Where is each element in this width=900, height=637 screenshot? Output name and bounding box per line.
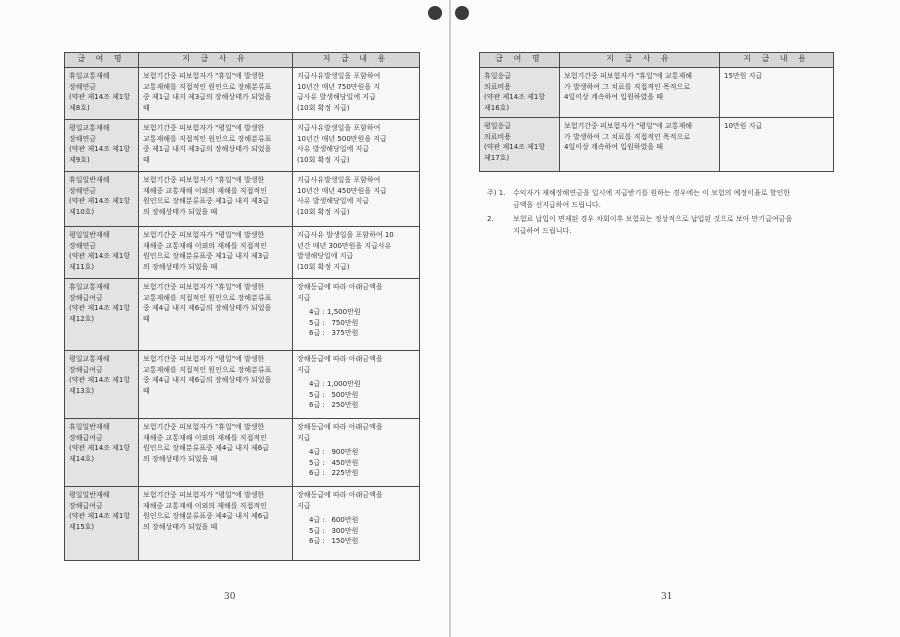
- table-row: [65, 227, 420, 279]
- table-row: [65, 172, 420, 227]
- benefit-name-line: (약관 제14조 제1항: [69, 145, 131, 153]
- benefit-name-cell: [480, 68, 560, 118]
- benefit-name-line: 휴일응급: [484, 72, 512, 80]
- grade-amount-line: 4급 : 900만원: [309, 448, 359, 456]
- header-reason: 지 급 사 유: [560, 53, 720, 68]
- benefit-name-line: 제9호): [69, 155, 90, 164]
- footnote-item: [487, 187, 837, 211]
- benefit-name-cell: [65, 227, 139, 279]
- payment-reason-line: 원인으로 장해분류표중 제1급 내지 제3급: [143, 197, 269, 205]
- benefit-name-cell: [65, 120, 139, 172]
- payment-reason-line: 보험기간중 피보험자가 "휴일"에 발생한: [143, 72, 265, 80]
- benefit-name-line: 장해연금: [69, 241, 97, 250]
- payment-reason-line: 재해중 교통재해 이외의 재해를 직접적인: [143, 186, 267, 195]
- grade-amount-line: 5급 : 450만원: [309, 458, 359, 467]
- grade-amount-line: 5급 : 500만원: [309, 390, 359, 399]
- benefit-name-line: 휴일일반재해: [69, 423, 110, 431]
- payment-reason-line: 보험기간중 피보험자가 "휴일"에 발생한: [143, 423, 265, 431]
- benefit-name-line: 휴일교통재해: [69, 72, 110, 80]
- payment-reason-cell: [139, 419, 293, 487]
- payment-amount-line: (10회 확정 지급): [297, 155, 350, 164]
- grade-amount-line: 6급 : 225만원: [309, 469, 359, 477]
- payment-reason-line: 원인으로 장해분류표중 제4급 내지 제6급: [143, 512, 269, 520]
- payment-reason-line: 원인으로 장해분류표중 제1급 내지 제3급: [143, 252, 269, 260]
- payment-reason-cell: [139, 227, 293, 279]
- payment-amount-cell: [293, 487, 420, 561]
- payment-reason-line: 보험기간중 피보험자가 "휴일"에 발생한: [143, 283, 265, 291]
- table-row: [65, 419, 420, 487]
- footnotes: [487, 187, 837, 239]
- table-row: [65, 68, 420, 120]
- footnote-item: [487, 213, 837, 237]
- payment-amount-line: 지급: [297, 293, 311, 302]
- benefit-name-line: (약관 제14조 제1항: [69, 376, 131, 384]
- payment-reason-cell: [139, 279, 293, 351]
- payment-reason-line: 보험기간중 피보험자가 "평일"에 발생한: [143, 491, 265, 499]
- grade-amount-line: 6급 : 250만원: [309, 401, 359, 409]
- payment-reason-line: 의 장해상태가 되었을 때: [143, 454, 218, 463]
- payment-reason-line: 의 장해상태가 되었을 때: [143, 262, 218, 271]
- grade-amount-line: 4급 : 1,500만원: [309, 308, 361, 316]
- benefit-name-cell: [65, 279, 139, 351]
- payment-reason-line: 보험기간중 피보험자가 "휴일"에 발생한: [143, 176, 265, 184]
- payment-reason-line: 중 제4급 내지 제6급의 장해상태가 되었을: [143, 376, 272, 384]
- benefit-table-right: [479, 52, 834, 172]
- payment-reason-cell: [139, 487, 293, 561]
- payment-reason-line: 보험기간중 피보험자가 "휴일"에 교통재해: [564, 72, 693, 80]
- payment-reason-line: 때: [143, 314, 150, 323]
- benefit-name-line: 평일응급: [484, 122, 512, 130]
- payment-reason-line: 중 제1급 내지 제3급의 장해상태가 되었을: [143, 145, 272, 153]
- table-row: [65, 279, 420, 351]
- benefit-name-line: 장해급여금: [69, 293, 103, 302]
- payment-amount-line: 10년간 매년 500만원을 지급: [297, 134, 387, 143]
- payment-amount-line: 지급사유발생일을 포함하여: [297, 176, 381, 184]
- payment-reason-line: 의 장해상태가 되었을 때: [143, 522, 218, 531]
- benefit-name-line: (약관 제14조 제1항: [69, 252, 131, 260]
- payment-reason-line: 때: [143, 103, 150, 112]
- benefit-name-line: 휴일일반재해: [69, 176, 110, 184]
- table-header-row: [65, 53, 420, 68]
- benefit-name-line: 장해연금: [69, 82, 97, 91]
- payment-amount-cell: [720, 68, 834, 118]
- table-header-row: [480, 53, 834, 68]
- payment-amount-line: 지급: [297, 501, 311, 510]
- payment-amount-line: 사유 발생해당일에 지급: [297, 197, 370, 205]
- payment-amount-line: 지급사유발생일을 포함하여: [297, 72, 381, 80]
- benefit-name-line: 장해연금: [69, 134, 97, 143]
- payment-reason-line: 보험기간중 피보험자가 "평일"에 발생한: [143, 231, 265, 239]
- table-row: [480, 118, 834, 172]
- benefit-name-line: (약관 제14조 제1항: [69, 197, 131, 205]
- payment-amount-cell: [720, 118, 834, 172]
- benefit-name-line: 제15호): [69, 522, 95, 531]
- benefit-name-line: 의료비용: [484, 132, 512, 141]
- benefit-name-line: 평일일반재해: [69, 491, 110, 499]
- payment-amount-line: 지급: [297, 433, 311, 442]
- benefit-name-line: (약관 제14조 제1항: [484, 93, 546, 101]
- header-type: 급 여 명: [480, 53, 560, 68]
- payment-amount-line: 지급사유발생일을 포함하여: [297, 124, 381, 132]
- benefit-name-line: (약관 제14조 제1항: [69, 304, 131, 312]
- table-row: [65, 487, 420, 561]
- payment-reason-line: 가 발생하여 그 치료를 직접적인 목적으로: [564, 82, 691, 91]
- payment-reason-line: 교통재해를 직접적인 원인으로 장해분류표: [143, 293, 272, 302]
- header-type: 급 여 명: [65, 53, 139, 68]
- benefit-name-line: 평일교통재해: [69, 355, 110, 363]
- payment-reason-line: 4일이상 계속하여 입원하였을 때: [564, 93, 664, 101]
- page-number: 31: [661, 592, 673, 602]
- payment-amount-line: (10회 확정 지급): [297, 262, 350, 271]
- payment-amount-cell: [293, 279, 420, 351]
- payment-reason-cell: [560, 118, 720, 172]
- payment-amount-line: 10년간 매년 450만원을 지급: [297, 186, 387, 195]
- footnote-text-line: 지급하여 드립니다.: [513, 227, 572, 235]
- benefit-name-line: 제12호): [69, 314, 95, 323]
- payment-amount-line: 장해등급에 따라 아래금액을: [297, 491, 383, 499]
- payment-amount-cell: [293, 68, 420, 120]
- benefit-name-line: 제11호): [69, 262, 95, 271]
- benefit-name-line: 제17호): [484, 153, 510, 162]
- footnote-marker: 2.: [487, 215, 494, 223]
- payment-reason-line: 보험기간중 피보험자가 "평일"에 교통재해: [564, 122, 693, 130]
- payment-reason-line: 보험기간중 피보험자가 "평일"에 발생한: [143, 124, 265, 132]
- payment-amount-line: 년간 매년 300만원을 지급사유: [297, 241, 392, 250]
- header-amount: 지 급 내 용: [293, 53, 420, 68]
- payment-amount-line: 사유 발생해당일에 지급: [297, 145, 370, 153]
- benefit-name-cell: [65, 419, 139, 487]
- payment-reason-line: 원인으로 장해분류표중 제4급 내지 제6급: [143, 444, 269, 452]
- payment-reason-line: 재해중 교통재해 이외의 재해를 직접적인: [143, 241, 267, 250]
- grade-amount-line: 6급 : 375만원: [309, 329, 359, 337]
- benefit-name-line: 휴일교통재해: [69, 283, 110, 291]
- benefit-name-cell: [65, 172, 139, 227]
- benefit-name-cell: [65, 351, 139, 419]
- payment-amount-line: 15만원 지급: [724, 72, 763, 80]
- payment-reason-line: 중 제4급 내지 제6급의 장해상태가 되었을: [143, 304, 272, 312]
- benefit-name-line: (약관 제14조 제1항: [69, 444, 131, 452]
- benefit-name-line: 제13호): [69, 386, 95, 395]
- payment-reason-line: 보험기간중 피보험자가 "평일"에 발생한: [143, 355, 265, 363]
- payment-amount-line: 장해등급에 따라 아래금액을: [297, 423, 383, 431]
- benefit-name-cell: [65, 68, 139, 120]
- benefit-name-cell: [65, 487, 139, 561]
- grade-amount-line: 4급 : 600만원: [309, 516, 359, 524]
- table-row: [480, 68, 834, 118]
- payment-amount-cell: [293, 172, 420, 227]
- header-reason: 지 급 사 유: [139, 53, 293, 68]
- benefit-name-cell: [480, 118, 560, 172]
- payment-amount-line: 장해등급에 따라 아래금액을: [297, 355, 383, 363]
- payment-reason-line: 때: [143, 155, 150, 164]
- payment-amount-line: 10만원 지급: [724, 122, 763, 130]
- payment-amount-line: 지급사유 발생일을 포함하여 10: [297, 231, 394, 239]
- page-number: 30: [224, 592, 236, 602]
- payment-reason-line: 때: [143, 386, 150, 395]
- benefit-name-line: 제14호): [69, 454, 95, 463]
- benefit-name-line: 장해연금: [69, 186, 97, 195]
- payment-amount-cell: [293, 351, 420, 419]
- payment-reason-line: 가 발생하여 그 치료를 직접적인 목적으로: [564, 132, 691, 141]
- payment-reason-line: 의 장해상태가 되었을 때: [143, 207, 218, 216]
- payment-amount-line: 장해등급에 따라 아래금액을: [297, 283, 383, 291]
- payment-reason-line: 재해중 교통재해 이외의 재해를 직접적인: [143, 433, 267, 442]
- benefit-name-line: 평일일반재해: [69, 231, 110, 239]
- page-right: [451, 0, 900, 637]
- payment-amount-cell: [293, 227, 420, 279]
- payment-reason-line: 중 제1급 내지 제3급의 장해상태가 되었을: [143, 93, 272, 101]
- grade-amount-line: 4급 : 1,000만원: [309, 380, 361, 388]
- payment-amount-line: (10회 확정 지급): [297, 103, 350, 112]
- payment-reason-cell: [139, 351, 293, 419]
- benefit-name-line: 제8호): [69, 103, 90, 112]
- payment-amount-line: (10회 확정 지급): [297, 207, 350, 216]
- benefit-name-line: 장해급여금: [69, 365, 103, 374]
- benefit-table-left: [64, 52, 420, 561]
- benefit-name-line: 제16호): [484, 103, 510, 112]
- benefit-name-line: (약관 제14조 제1항: [69, 512, 131, 520]
- benefit-name-line: 평일교통재해: [69, 124, 110, 132]
- benefit-name-line: (약관 제14조 제1항: [69, 93, 131, 101]
- payment-reason-cell: [560, 68, 720, 118]
- footnote-text-line: 수익자가 재해장해연금을 일시에 지급받기를 원하는 경우에는 이 보험의 예정이율로 할인한: [513, 189, 790, 197]
- grade-amount-line: 5급 : 750만원: [309, 318, 359, 327]
- payment-amount-line: 10년간 매년 750만원을 지: [297, 82, 381, 91]
- footnote-text-line: 보험료 납입이 면제된 경우 차회이후 보험료는 정상적으로 납입된 것으로 보아 만기급여금을: [513, 215, 793, 223]
- payment-reason-line: 4일이상 계속하여 입원하였을 때: [564, 143, 664, 151]
- benefit-name-line: 제10호): [69, 207, 95, 216]
- benefit-name-line: (약관 제14조 제1항: [484, 143, 546, 151]
- benefit-name-line: 의료비용: [484, 82, 512, 91]
- table-row: [65, 120, 420, 172]
- payment-reason-line: 교통재해를 직접적인 원인으로 장해분류표: [143, 365, 272, 374]
- payment-amount-cell: [293, 120, 420, 172]
- benefit-name-line: 장해급여금: [69, 433, 103, 442]
- payment-reason-cell: [139, 120, 293, 172]
- payment-reason-line: 교통재해를 직접적인 원인으로 장해분류표: [143, 82, 272, 91]
- header-amount: 지 급 내 용: [720, 53, 834, 68]
- page-left: [0, 0, 449, 637]
- payment-reason-cell: [139, 172, 293, 227]
- footnote-marker: 주) 1.: [487, 189, 506, 197]
- payment-amount-line: 급사유 발생해당일에 지급: [297, 93, 376, 101]
- payment-amount-cell: [293, 419, 420, 487]
- payment-reason-line: 재해중 교통재해 이외의 재해를 직접적인: [143, 501, 267, 510]
- payment-amount-line: 발생해당일에 지급: [297, 252, 354, 260]
- payment-reason-line: 교통재해를 직접적인 원인으로 장해분류표: [143, 134, 272, 143]
- grade-amount-line: 6급 : 150만원: [309, 537, 359, 545]
- grade-amount-line: 5급 : 300만원: [309, 526, 359, 535]
- table-row: [65, 351, 420, 419]
- benefit-name-line: 장해급여금: [69, 501, 103, 510]
- payment-reason-cell: [139, 68, 293, 120]
- footnote-text-line: 금액을 선지급하여 드립니다.: [513, 201, 601, 209]
- payment-amount-line: 지급: [297, 365, 311, 374]
